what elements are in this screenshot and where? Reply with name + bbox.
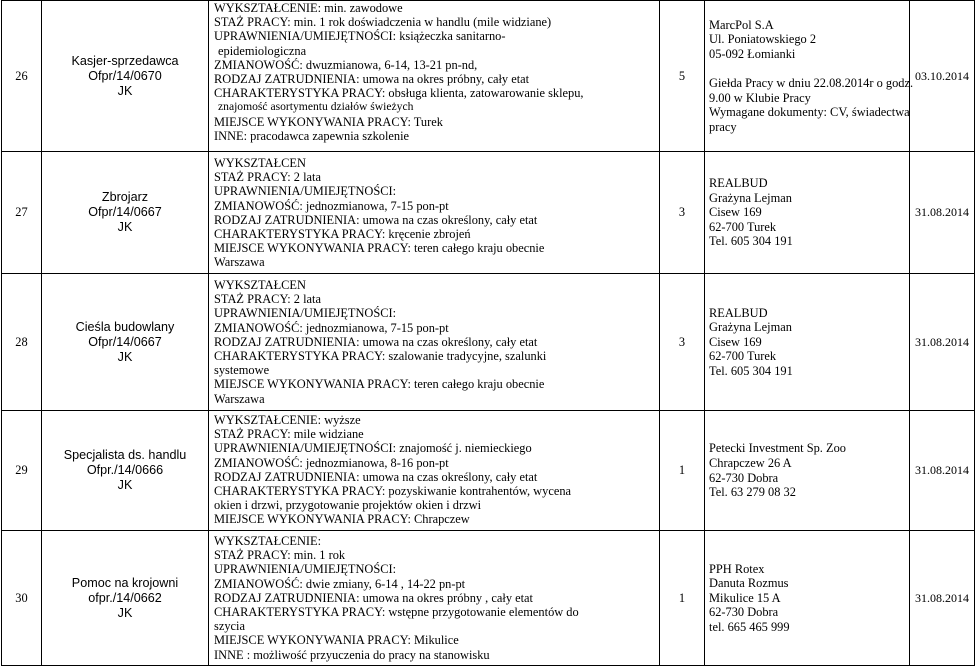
position-cell <box>42 531 209 666</box>
detail-line: RODZAJ ZATRUDNIENIA: umowa na okres próbny , cały etat <box>214 590 533 605</box>
offer-number: 26 <box>2 1 42 152</box>
detail-line: MIEJSCE WYKONYWANIA PRACY: teren całego kraju obecnie <box>214 377 545 392</box>
detail-line: CHARAKTERYSTYKA PRACY: wstępne przygotowanie elementów do <box>214 605 579 620</box>
employer-line: Wymagane dokumenty: CV, świadectwa <box>709 105 910 120</box>
detail-line: STAŻ PRACY: 2 lata <box>214 170 321 185</box>
offer-details <box>209 274 660 411</box>
detail-line: CHARAKTERYSTYKA PRACY: szalowanie tradycyjne, szalunki <box>214 349 547 364</box>
detail-line: WYKSZTAŁCEN <box>214 156 306 170</box>
employer-line: MarcPol S.A <box>709 17 774 32</box>
detail-line: MIEJSCE WYKONYWANIA PRACY: Chrapczew <box>214 512 470 527</box>
position-title: Kasjer-sprzedawca <box>71 53 179 68</box>
position-title: Cieśla budowlany <box>75 319 175 334</box>
employer-line: Grażyna Lejman <box>709 190 792 205</box>
offer-code: Ofpr/14/0667 <box>88 205 162 219</box>
offer-details <box>209 1 660 152</box>
detail-line: ZMIANOWOŚĆ: dwie zmiany, 6-14 , 14-22 pn-pt <box>214 576 466 591</box>
employer-line: Grażyna Lejman <box>709 320 792 335</box>
offer-number: 27 <box>2 152 42 274</box>
offer-date: 31.08.2014 <box>910 531 975 666</box>
employer-line: 9.00 w Klubie Pracy <box>709 90 811 105</box>
detail-line: okien i drzwi, przygotowanie projektów okien i drzwi <box>214 498 482 513</box>
position-cell <box>42 1 209 152</box>
offer-details <box>209 152 660 274</box>
offer-date: 31.08.2014 <box>910 411 975 531</box>
position-cell <box>42 274 209 411</box>
offer-number: 28 <box>2 274 42 411</box>
offer-code: Ofpr./14/0666 <box>86 463 164 477</box>
detail-line: szycia <box>214 619 245 634</box>
employer-line: 62-700 Turek <box>709 219 777 234</box>
employer-line: Danuta Rozmus <box>709 576 789 591</box>
employer-line: Tel. 605 304 191 <box>709 234 793 249</box>
detail-line: CHARAKTERYSTYKA PRACY: obsługa klienta, zatowarowanie sklepu, <box>214 86 584 101</box>
offer-details <box>209 531 660 666</box>
officer-initials: JK <box>117 478 133 492</box>
offer-number: 29 <box>2 411 42 531</box>
detail-line: WYKSZTAŁCENIE: min. zawodowe <box>214 1 403 15</box>
detail-line: RODZAJ ZATRUDNIENIA: umowa na okres próbny, cały etat <box>214 72 530 87</box>
offer-code: Ofpr/14/0667 <box>88 334 162 349</box>
detail-line: UPRAWNIENIA/UMIEJĘTNOŚCI: <box>214 306 397 321</box>
employer-cell <box>705 274 910 411</box>
employer-line: Chrapczew 26 A <box>709 455 792 470</box>
employer-line: Cisew 169 <box>709 334 762 349</box>
employer-line: Petecki Investment Sp. Zoo <box>709 441 846 456</box>
detail-line: CHARAKTERYSTYKA PRACY: kręcenie zbrojeń <box>214 227 471 242</box>
detail-line: STAŻ PRACY: mile widziane <box>214 427 364 442</box>
detail-line: RODZAJ ZATRUDNIENIA: umowa na czas określony, cały etat <box>214 212 538 227</box>
detail-line: WYKSZTAŁCENIE: <box>214 534 322 548</box>
detail-line: MIEJSCE WYKONYWANIA PRACY: Turek <box>214 114 443 129</box>
detail-line: UPRAWNIENIA/UMIEJĘTNOŚCI: znajomość j. niemieckiego <box>214 441 532 456</box>
employer-cell <box>705 152 910 274</box>
detail-line: MIEJSCE WYKONYWANIA PRACY: Mikulice <box>214 633 459 648</box>
employer-line: tel. 665 465 999 <box>709 619 790 634</box>
detail-line: Warszawa <box>214 391 265 406</box>
detail-line: WYKSZTAŁCEN <box>214 278 306 292</box>
employer-line: Ul. Poniatowskiego 2 <box>709 32 817 47</box>
detail-line: ZMIANOWOŚĆ: jednozmianowa, 7-15 pon-pt <box>214 198 449 213</box>
employer-line: Mikulice 15 A <box>709 590 781 605</box>
employer-line: REALBUD <box>709 305 768 320</box>
employer-line: 62-730 Dobra <box>709 605 779 620</box>
offer-number: 30 <box>2 531 42 666</box>
detail-line: STAŻ PRACY: min. 1 rok doświadczenia w handlu (mile widziane) <box>214 15 552 30</box>
employer-cell <box>705 1 914 152</box>
detail-line: systemowe <box>214 363 270 378</box>
vacancy-count: 1 <box>660 531 705 666</box>
offer-date: 31.08.2014 <box>910 274 975 411</box>
detail-line: ZMIANOWOŚĆ: jednozmianowa, 7-15 pon-pt <box>214 320 449 335</box>
officer-initials: JK <box>117 220 133 234</box>
table-row <box>2 411 975 531</box>
vacancy-count: 1 <box>660 411 705 531</box>
job-offers-table <box>1 0 975 666</box>
employer-line: 62-700 Turek <box>709 349 777 364</box>
vacancy-count: 5 <box>660 1 705 152</box>
detail-line: CHARAKTERYSTYKA PRACY: pozyskiwanie kontrahentów, wycena <box>214 484 572 499</box>
position-title: Pomoc na krojowni <box>71 575 179 590</box>
employer-line: pracy <box>709 119 737 134</box>
employer-line: 62-730 Dobra <box>709 470 779 485</box>
employer-line: REALBUD <box>709 176 768 191</box>
detail-line: ZMIANOWOŚĆ: jednozmianowa, 8-16 pon-pt <box>214 455 449 470</box>
position-cell <box>42 411 209 531</box>
offer-date: 03.10.2014 <box>910 1 975 152</box>
employer-cell <box>705 411 910 531</box>
offer-code: ofpr./14/0662 <box>88 590 162 605</box>
employer-line: Giełda Pracy w dniu 22.08.2014r o godz. <box>709 76 914 90</box>
detail-line: UPRAWNIENIA/UMIEJĘTNOŚCI: książeczka sanitarno- <box>214 29 506 44</box>
table-row <box>2 1 975 152</box>
vacancy-count: 3 <box>660 152 705 274</box>
detail-line: STAŻ PRACY: min. 1 rok <box>214 548 346 563</box>
detail-line: epidemiologiczna <box>218 43 307 58</box>
employer-cell <box>705 531 910 666</box>
detail-line: ZMIANOWOŚĆ: dwuzmianowa, 6-14, 13-21 pn-nd, <box>214 57 478 72</box>
detail-line: RODZAJ ZATRUDNIENIA: umowa na czas określony, cały etat <box>214 469 538 484</box>
detail-line: STAŻ PRACY: 2 lata <box>214 292 321 307</box>
detail-line: Warszawa <box>214 255 265 270</box>
employer-line: Cisew 169 <box>709 205 762 220</box>
position-cell <box>42 152 209 274</box>
offer-date: 31.08.2014 <box>910 152 975 274</box>
detail-line: INNE: pracodawca zapewnia szkolenie <box>214 128 410 143</box>
detail-line: WYKSZTAŁCENIE: wyższe <box>214 413 361 427</box>
employer-line: Tel. 605 304 191 <box>709 363 793 378</box>
detail-line: INNE : możliwość przyuczenia do pracy na stanowisku <box>214 647 490 662</box>
officer-initials: JK <box>117 605 133 620</box>
detail-line: UPRAWNIENIA/UMIEJĘTNOŚCI: <box>214 184 397 199</box>
position-title: Specjalista ds. handlu <box>63 448 187 462</box>
employer-line: 05-092 Łomianki <box>709 46 796 61</box>
employer-line: PPH Rotex <box>709 561 765 576</box>
employer-line: Tel. 63 279 08 32 <box>709 485 796 500</box>
offer-details <box>209 411 660 531</box>
table-row <box>2 531 975 666</box>
detail-line: MIEJSCE WYKONYWANIA PRACY: teren całego kraju obecnie <box>214 241 545 256</box>
employer-line <box>709 61 909 76</box>
offer-code: Ofpr/14/0670 <box>88 68 162 83</box>
officer-initials: JK <box>117 349 133 364</box>
detail-line: RODZAJ ZATRUDNIENIA: umowa na czas określony, cały etat <box>214 334 538 349</box>
detail-line: UPRAWNIENIA/UMIEJĘTNOŚCI: <box>214 562 397 577</box>
position-title: Zbrojarz <box>101 190 149 204</box>
table-row <box>2 152 975 274</box>
officer-initials: JK <box>117 83 133 98</box>
table-row <box>2 274 975 411</box>
detail-line: znajomość asortymentu działów świeżych <box>218 100 414 114</box>
vacancy-count: 3 <box>660 274 705 411</box>
